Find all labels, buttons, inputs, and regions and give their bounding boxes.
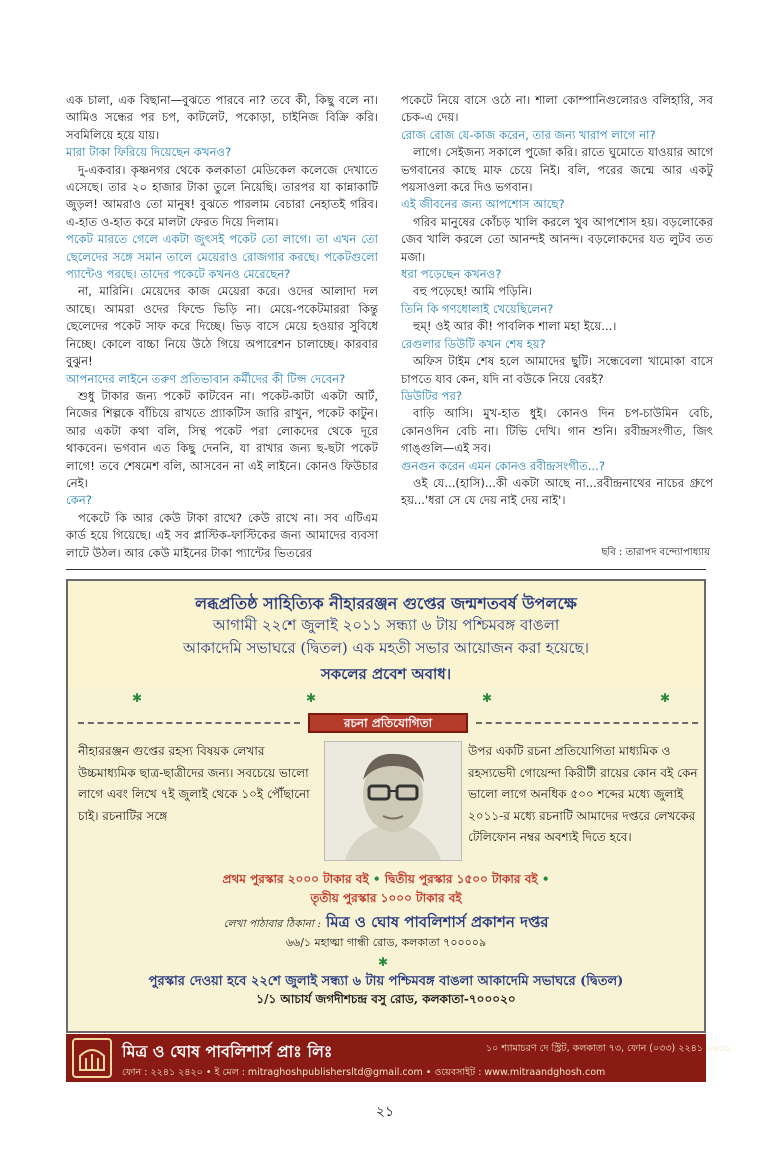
address-label: লেখা পাঠাবার ঠিকানা : [223,918,321,930]
interview-question: গুনগুন করেন এমন কোনও রবীন্দ্রসংগীত...? [401,458,606,473]
bullet-icon: • [541,872,550,886]
star-ornament: ✱ [482,691,493,705]
interview-question: রোজ রোজ যে-কাজ করেন, তার জন্য খারাপ লাগে না? [401,127,656,142]
award-venue-address: ১/১ আচার্য জগদীশচন্দ্র বসু রোড, কলকাতা-৭০০০২০ [256,992,516,1006]
award-announcement: পুরস্কার দেওয়া হবে ২২শে জুলাই সন্ধ্যা ৬ টায় পশ্চিমবঙ্গ বাঙলা আকাদেমি সভাঘরে (দ্বিতল) [148,974,624,989]
publisher-logo-icon [72,1038,112,1078]
interview-answer: অফিস টাইম শেষ হলে আমাদের ছুটি। সন্ধেবেলা খামোকা বাসে চাপতে যাব কেন, যদি না বউকে নিয়ে বেরই? [401,354,713,386]
star-ornament: ✱ [132,691,143,705]
interview-answer: না, মারিনি। মেয়েদের কাজ মেয়েরা করে। ওদের আলাদা দল আছে। আমরা ওদের ফিল্ডে ভিড়ি না। মেয়ে-পকেটমাররা কিন্তু ছেলেদের পকেট সাফ করে দিচ্ছে। ভিড় বাসে মেয়ে হওয়ার সুবিধে নিচ্ছে। কোলে বাচ্চা নিয়ে উঠে গিয়ে অপারেশন চালাচ্ছে। কারবার বুঝুন! [66,284,378,369]
prize-list [68,871,704,891]
dashed-divider [476,722,698,724]
interview-question: ডিউটির পর? [401,388,462,403]
ad-entry-line: সকলের প্রবেশ অবাধ। [320,665,452,683]
interview-answer: হুম্‌! ওই আর কী! পাবলিক শালা মহা ইয়ে...। [413,319,617,334]
interview-answer: বাড়ি আসি। মুখ-হাত ধুই। কোনও দিন চপ-চাউমিন বেচি, কোনওদিন বেচি না। টিভি দেখি। গান শুনি। রবীন্দ্রসংগীত, জিৎ গাঙ্গুলি—এই সব। [401,406,713,456]
interview-question: রেগুলার ডিউটি কখন শেষ হয়? [401,336,546,351]
publisher-address: ১০ শ্যামাচরণ দে স্ট্রিট, কলকাতা ৭৩, ফোন (০৩৩) ২২৪১ ৯৬৩১ [486,1043,731,1054]
article-left-column [66,92,378,562]
interview-question: আপনাদের লাইনে তরুণ প্রতিভাবান কর্মীদের কী টিপ্স দেবেন? [66,371,346,386]
interview-answer: পকেটে কি আর কেউ টাকা রাখে? কেউ রাখে না। সব এটিএম কার্ড হয়ে গিয়েছে। এই সব প্লাস্টিক-ফাস্টিকের জন্য আমাদের ব্যবসা লাটে উঠল। আর কেউ মাইনের টাকা প্যান্টের ভিতরের [66,510,378,560]
second-prize: দ্বিতীয় পুরস্কার ১৫০০ টাকার বই [384,872,538,886]
interview-answer: পকেটে নিয়ে বাসে ওঠে না। শালা কোম্পানিগুলোরও বলিহারি, সব চেক-এ দেয়। [401,93,713,125]
star-ornament: ✱ [306,691,317,705]
ad-venue-line: আকাদেমি সভাঘরে (দ্বিতল) এক মহতী সভার আয়োজন করা হয়েছে। [182,639,590,657]
photo-credit: ছবি : তারাপদ বন্দ্যোপাধ্যায় [601,547,710,558]
interview-answer: লাগে। সেইজন্য সকালে পুজো করি। রাতে ঘুমোতে যাওয়ার আগে ভগবানের কাছে মাফ চেয়ে নিই। বলি, পরের জন্মে আর একটু পয়সাওলা করে দিও ভগবান। [401,145,713,195]
first-prize: প্রথম পুরস্কার ২০০০ টাকার বই [222,872,369,886]
publisher-name: মিত্র ও ঘোষ পাবলিশার্স প্রাঃ লিঃ [122,1042,333,1061]
interview-question: এই জীবনের জন্য আপশোস আছে? [401,197,565,212]
contest-text-right: উপর একটি রচনা প্রতিযোগিতা মাধ্যমিক ও রহস্যভেদী গোয়েন্দা কিরীটী রায়ের কোন বই কেন ভালো লাগে অনধিক ৫০০ শব্দের মধ্যে জুলাই ২০১১-র মধ্যে রচনাটি আমাদের দপ্তরে লেখকের টেলিফোন নম্বর অবশ্যই দিতে হবে। [468,744,698,844]
interview-answer: দু-একবার। কৃষ্ণনগর থেকে কলকাতা মেডিকেল কলেজে দেখাতে এসেছে। তার ২০ হাজার টাকা তুলে নিয়েছি। তারপর যা কান্নাকাটি জুড়ল! আমরাও তো মানুষ! বুঝতে পারলাম বেচারা নেহাতই গরিব। এ-হাত ও-হাত করে মালটা ফেরত দিয়ে দিলাম। [66,162,378,229]
bullet-icon: • [372,872,385,886]
ad-event-line: আগামী ২২শে জুলাই ২০১১ সন্ধ্যা ৬ টায় পশ্চিমবঙ্গ বাঙলা [212,616,560,634]
page-number: ২১ [375,1104,395,1120]
interview-answer: শুধু টাকার জন্য পকেট কাটবেন না। পকেট-কাটা একটা আর্ট, নিজের শিল্পকে বাঁচিয়ে রাখতে প্র্যাকটিস জারি রাখুন, পকেট কাটুন। আর একটা কথা বলি, সিন্থ পকেট পরা লোকদের থেকে দূরে থাকবেন। ভগবান এত কিছু দেননি, যা রাখার জন্য ছ-ছটা পকেট লাগে! তবে শেষমেশ বলি, আসবেন না এই লাইনে। কোনও ফিউচার নেই। [66,388,378,490]
contest-text-left: নীহাররঞ্জন গুপ্তের রহস্য বিষয়ক লেখার উচ্চমাধ্যমিক ছাত্র-ছাত্রীদের জন্য। সবচেয়ে ভালো লাগে এবং লিখে ৭ই জুলাই থেকে ১০ই পৌঁছানো চাই। রচনাটির সঙ্গে [78,744,310,823]
publisher-office: মিত্র ও ঘোষ পাবলিশার্স প্রকাশন দপ্তর [325,913,549,931]
contest-banner: রচনা প্রতিযোগিতা [308,713,468,733]
publisher-contact: ফোন : ২২৪১ ২৪২০ • ই মেল : mitraghoshpublishersltd@gmail.com • ওয়েবসাইট : www.mitraandghosh.com [122,1067,606,1078]
article-right-column [401,92,713,510]
ad-headline: লব্ধপ্রতিষ্ঠ সাহিত্যিক নীহাররঞ্জন গুপ্তের জন্মশতবর্ষ উপলক্ষে [195,594,577,613]
interview-answer: বহু পড়েছে! আমি পড়িনি। [413,284,533,299]
author-portrait [324,741,462,861]
submission-address [68,911,704,936]
third-prize: তৃতীয় পুরস্কার ১০০০ টাকার বই [310,891,462,905]
interview-question: মারা টাকা ফিরিয়ে দিয়েছেন কখনও? [66,145,232,160]
interview-answer: গরিব মানুষের কোঁচড় খালি করলে খুব আপশোস হয়। বড়লোকের জেব খালি করলে তো আনন্দই আনন্দ। বড়লোকদের যত লুটব তত মজা। [401,214,713,264]
publisher-footer [66,1034,731,1082]
dashed-divider [78,722,300,724]
divider [66,569,706,570]
interview-question: ধরা পড়েছেন কখনও? [401,267,502,282]
interview-question: তিনি কি গণধোলাই খেয়েছিলেন? [401,301,554,316]
interview-answer: ওই যে...(হাসি)...কী একটা আছে না...রবীন্দ্রনাথের নাচের গ্রুপে হয়...'ধরা সে যে দেয় নাই দেয় নাই'। [401,475,713,508]
star-ornament: ✱ [378,955,389,969]
interview-question: পকেট মারতে গেলে একটা জুৎসই পকেট তো লাগে। তা এখন তো ছেলেদের সঙ্গে সমান তালে মেয়েরাও রোজগার করছে। পকেটগুলো প্যান্টেও পরছে। তাদের পকেটে কখনও মেরেছেন? [66,232,378,282]
star-ornament: ✱ [660,691,671,705]
office-street: ৬৬/১ মহাত্মা গান্ধী রোড, কলকাতা ৭০০০০৯ [285,936,487,949]
interview-question: কেন? [66,493,92,508]
portrait-image [325,742,461,860]
advertisement [66,579,706,1033]
interview-answer: এক চালা, এক বিছানা—বুঝতে পারবে না? তবে কী, কিছু বলে না। আমিও সন্ধের পর চপ, কাটলেট, পকোড়া, চাইনিজ বিক্রি করি। সবমিলিয়ে হয়ে যায়। [66,93,378,142]
